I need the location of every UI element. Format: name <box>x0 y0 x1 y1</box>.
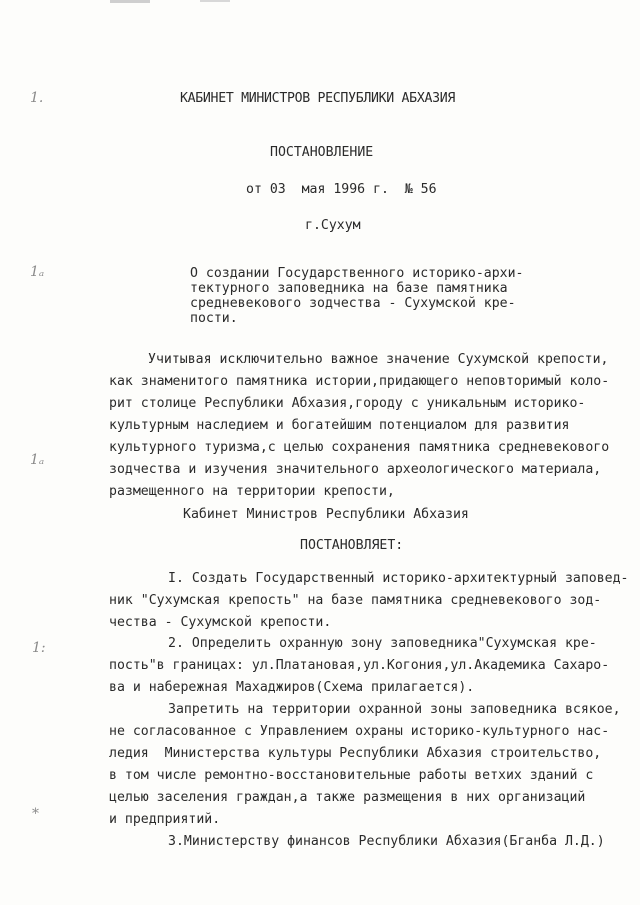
scan-artifact <box>110 0 150 3</box>
subject-line: О создании Государственного историко-архи- <box>190 266 524 281</box>
preamble-line: как знаменитого памятника истории,придающего неповторимый коло- <box>109 374 610 389</box>
city: г.Сухум <box>305 218 361 233</box>
date-number-line: от 03 мая 1996 г. № 56 <box>246 182 437 197</box>
body-line: 3.Министерству финансов Республики Абхазия(Бганба Л.Д.) <box>168 834 605 849</box>
preamble-line: культурным наследием и богатейшим потенциалом для развития <box>109 418 570 433</box>
body-line: в том числе ремонтно-восстановительные работы ветхих зданий с <box>109 768 594 783</box>
body-line: целью заселения граждан,а также размещения в них организаций <box>109 790 586 805</box>
preamble-line: рит столице Республики Абхазия,городу с уникальным историко- <box>109 396 586 411</box>
body-line: не согласованное с Управлением охраны историко-культурного нас- <box>109 724 610 739</box>
body-line: Запретить на территории охранной зоны заповедника всякое, <box>168 702 621 717</box>
subject-line: средневекового зодчества - Сухумской кре- <box>190 296 516 311</box>
margin-mark: 1ₐ <box>30 452 45 468</box>
body-line: 2. Определить охранную зону заповедника"Сухумская кре- <box>168 636 597 651</box>
body-line: I. Создать Государственный историко-архитектурный заповед- <box>168 571 629 586</box>
margin-mark: 1: <box>32 640 46 656</box>
body-line: чества - Сухумской крепости. <box>109 615 332 630</box>
org-title: КАБИНЕТ МИНИСТРОВ РЕСПУБЛИКИ АБХАЗИЯ <box>180 91 456 106</box>
margin-mark: * <box>32 806 39 822</box>
preamble-line: размещенного на территории крепости, <box>109 484 395 499</box>
body-line: пость"в границах: ул.Платановая,ул.Когония,ул.Академика Сахаро- <box>109 658 610 673</box>
preamble-line: Учитывая исключительно важное значение Сухумской крепости, <box>148 352 609 367</box>
preamble-line: зодчества и изучения значительного археологического материала, <box>109 462 602 477</box>
body-line: ник "Сухумская крепость" на базе памятника средневекового зод- <box>109 593 602 608</box>
body-line: ва и набережная Махаджиров(Схема прилагается). <box>109 680 475 695</box>
preamble-line: культурного туризма,с целью сохранения памятника средневекового <box>109 440 610 455</box>
decision-heading: ПОСТАНОВЛЯЕТ: <box>300 538 404 553</box>
subject-line: тектурного заповедника на базе памятника <box>190 281 508 296</box>
body-line: ледия Министерства культуры Республики Абхазия строительство, <box>109 746 602 761</box>
document-type: ПОСТАНОВЛЕНИЕ <box>270 145 374 160</box>
preamble-subject: Кабинет Министров Республики Абхазия <box>183 507 469 522</box>
body-line: и предприятий. <box>109 812 221 827</box>
scan-artifact <box>200 0 230 2</box>
margin-mark: 1ₐ <box>30 264 45 280</box>
subject-line: пости. <box>190 311 238 326</box>
margin-page-number: 1. <box>30 90 44 106</box>
